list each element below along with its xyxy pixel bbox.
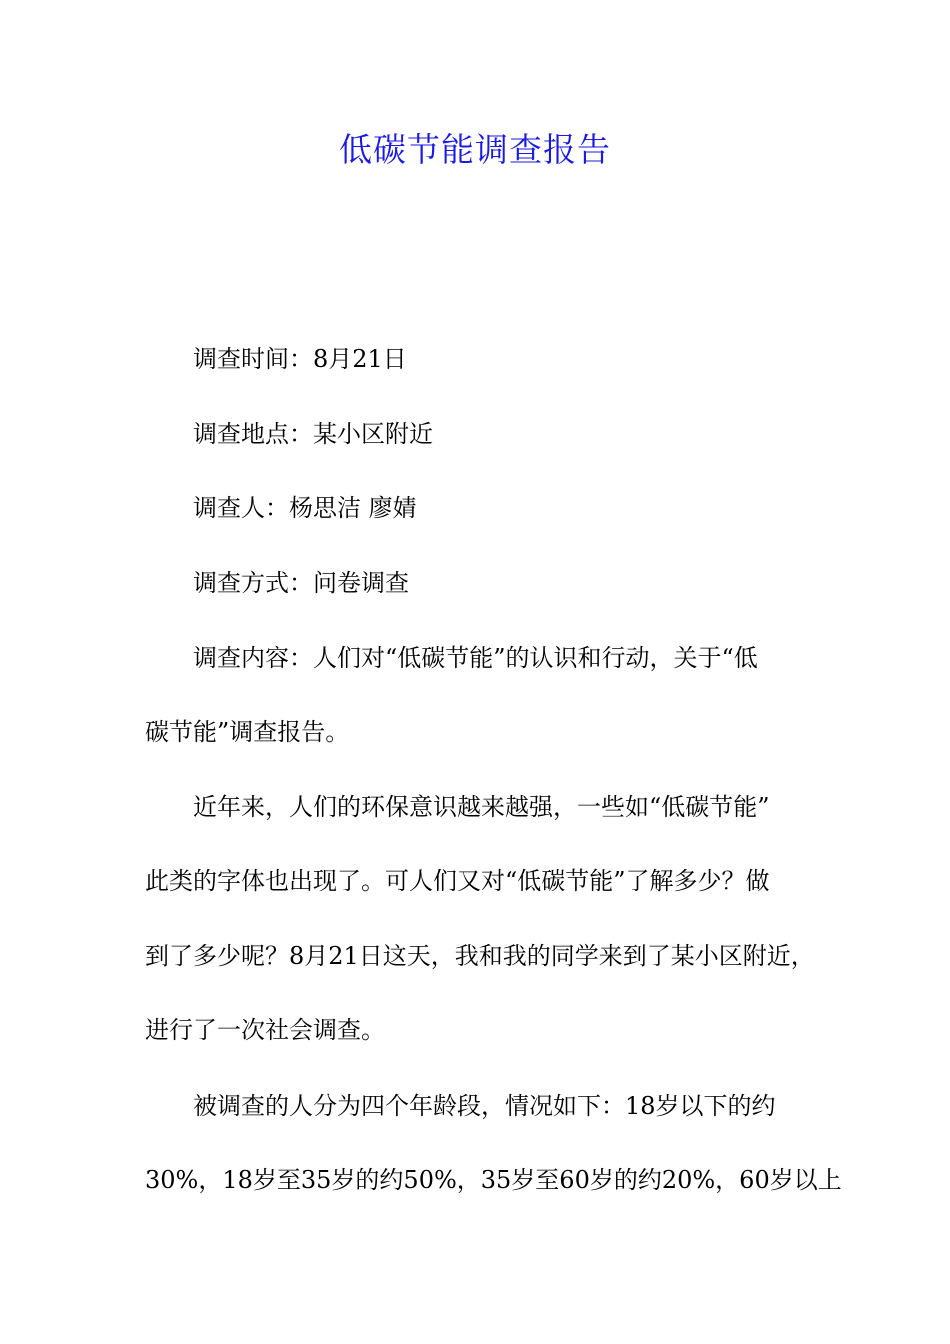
survey-location-line: 调查地点：某小区附近 — [193, 420, 433, 448]
paragraph-line: 到了多少呢？8月21日这天，我和我的同学来到了某小区附近， — [145, 942, 815, 970]
paragraph-line: 进行了一次社会调查。 — [145, 1016, 385, 1044]
paragraph-line: 此类的字体也出现了。可人们又对“低碳节能”了解多少？做 — [145, 867, 770, 895]
paragraph-line: 被调查的人分为四个年龄段，情况如下：18岁以下的约 — [193, 1092, 776, 1120]
survey-content-line: 调查内容：人们对“低碳节能”的认识和行动，关于“低 — [193, 644, 758, 672]
paragraph-line: 30%，18岁至35岁的约50%，35岁至60岁的约20%，60岁以上 — [145, 1166, 842, 1194]
surveyors-line: 调查人：杨思洁 廖婧 — [193, 494, 417, 522]
survey-time-line: 调查时间：8月21日 — [193, 345, 407, 373]
document-title: 低碳节能调查报告 — [339, 130, 611, 169]
paragraph-line: 近年来，人们的环保意识越来越强，一些如“低碳节能” — [193, 793, 770, 821]
paragraph-line: 碳节能”调查报告。 — [145, 718, 350, 746]
survey-method-line: 调查方式：问卷调查 — [193, 569, 409, 597]
